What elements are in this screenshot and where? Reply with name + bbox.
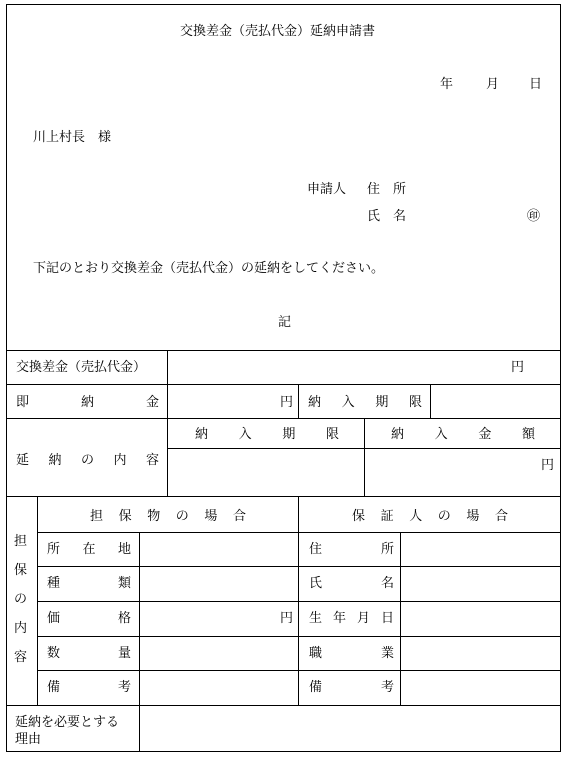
- rule-collateral-header: [37, 532, 561, 533]
- rule-header-bottom: [6, 350, 561, 351]
- date-year: 年: [440, 77, 454, 92]
- rule-c4: [37, 670, 561, 671]
- form-frame: [6, 4, 561, 752]
- address-label: 住 所: [367, 182, 407, 197]
- property-type-label: 種 類: [47, 576, 131, 591]
- ki-label: 記: [278, 315, 292, 330]
- rule-row1: [6, 384, 561, 385]
- amount-column-header: 納 入 金 額: [391, 427, 535, 442]
- rule-c1: [37, 566, 561, 567]
- immediate-payment-label: 即 納 金: [16, 395, 159, 410]
- applicant-label: 申請人: [307, 182, 347, 197]
- name-label: 氏 名: [367, 209, 407, 224]
- property-location-label: 所 在 地: [47, 542, 131, 557]
- collateral-content-label: 担 保 の 内 容: [14, 534, 28, 665]
- rule-row3: [6, 496, 561, 497]
- vrule-right-row2: [430, 384, 431, 418]
- guarantor-birthdate-label: 生 年 月 日: [309, 611, 394, 626]
- yen-row1: 円: [511, 360, 525, 375]
- request-text: 下記のとおり交換差金（売払代金）の延納をしてください。: [33, 261, 385, 276]
- rule-reason: [6, 705, 561, 706]
- vrule-collateral-label: [37, 496, 38, 705]
- vrule-deferred-mid: [364, 418, 365, 496]
- collateral-property-header: 担 保 物 の 場 合: [90, 509, 246, 524]
- date-month: 月: [486, 77, 500, 92]
- rule-c3: [37, 636, 561, 637]
- reason-label-line2: 理由: [15, 732, 42, 747]
- rule-c2: [37, 601, 561, 602]
- deadline-column-header: 納 入 期 限: [195, 427, 339, 442]
- vrule-collateral-mid: [298, 496, 299, 705]
- form-title: 交換差金（売払代金）延納申請書: [180, 24, 376, 39]
- exchange-amount-label: 交換差金（売払代金）: [16, 360, 147, 375]
- guarantor-header: 保 証 人 の 場 合: [352, 509, 508, 524]
- vrule-mid-row2: [298, 384, 299, 418]
- reason-label-line1: 延納を必要とする: [15, 715, 120, 730]
- vrule-reason-label: [139, 705, 140, 752]
- addressee: 川上村長 様: [33, 130, 112, 145]
- date-day: 日: [529, 77, 543, 92]
- vrule-property-label: [139, 532, 140, 705]
- rule-row2: [6, 418, 561, 419]
- yen-row2: 円: [280, 395, 294, 410]
- deferred-content-label: 延 納 の 内 容: [16, 453, 159, 468]
- vrule-guarantor-label: [400, 532, 401, 705]
- yen-row3: 円: [541, 458, 555, 473]
- seal-mark: ㊞: [527, 209, 541, 224]
- property-price-label: 価 格: [47, 611, 131, 626]
- vrule-label-col: [167, 350, 168, 496]
- property-remarks-label: 備 考: [47, 680, 131, 695]
- guarantor-remarks-label: 備 考: [309, 680, 394, 695]
- yen-price: 円: [280, 611, 294, 626]
- guarantor-occupation-label: 職 業: [309, 646, 394, 661]
- guarantor-name-label: 氏 名: [309, 576, 394, 591]
- guarantor-address-label: 住 所: [309, 542, 394, 557]
- property-quantity-label: 数 量: [47, 646, 131, 661]
- payment-deadline-label: 納 入 期 限: [308, 395, 422, 410]
